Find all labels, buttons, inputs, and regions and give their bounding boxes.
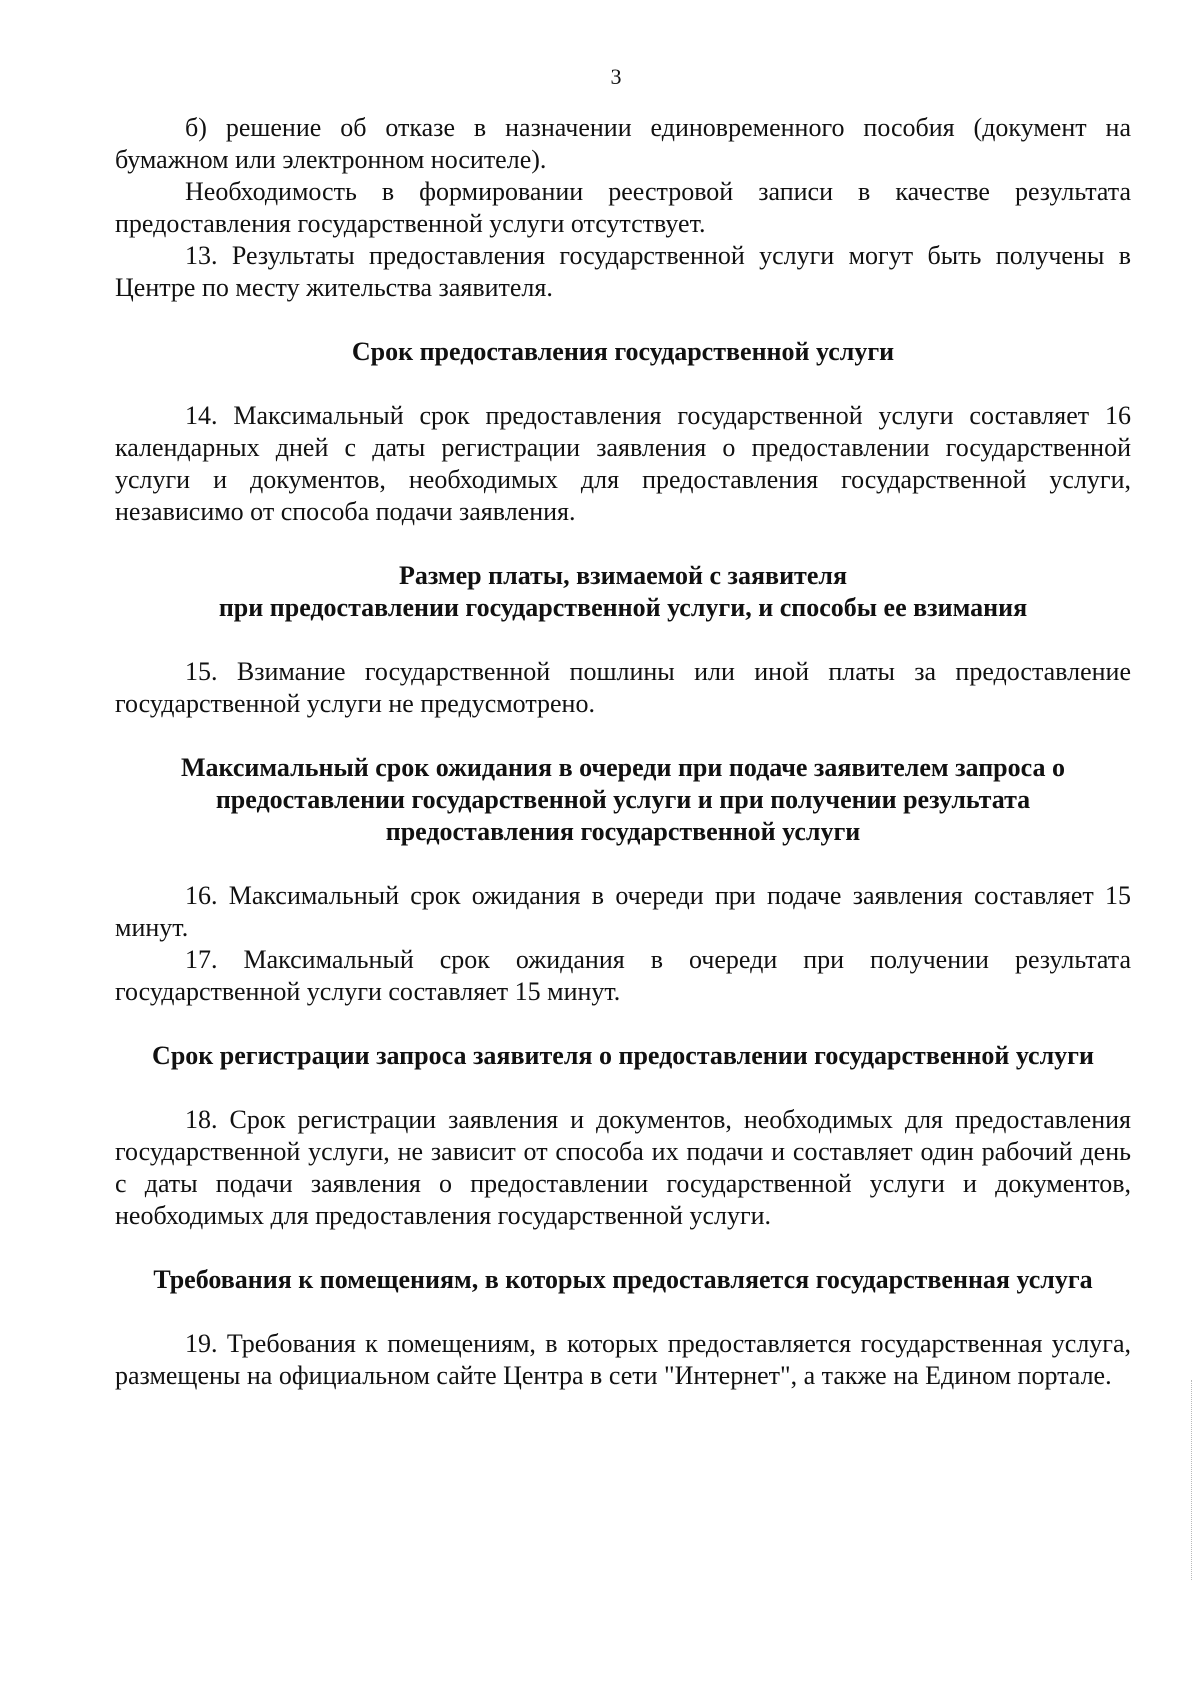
heading-fee-line-2: при предоставлении государственной услуги, и способы ее взимания: [218, 593, 1028, 622]
heading-fee-line-1: Размер платы, взимаемой с заявителя: [398, 561, 848, 590]
document-body: [115, 112, 1131, 1392]
paragraph-15: 15. Взимание государственной пошлины или иной платы за предоставление государственной услуги не предусмотрено.: [115, 657, 1131, 718]
paragraph-refusal-decision: б) решение об отказе в назначении единовременного пособия (документ на бумажном или электронном носителе).: [115, 113, 1131, 174]
paragraph-19: 19. Требования к помещениям, в которых предоставляется государственная услуга, размещены на официальном сайте Центра в сети "Интернет", а также на Едином портале.: [115, 1329, 1131, 1390]
heading-service-term: Срок предоставления государственной услуги: [351, 337, 895, 366]
heading-fee: [115, 560, 1131, 624]
heading-premises-requirements: Требования к помещениям, в которых предоставляется государственная услуга: [153, 1265, 1093, 1294]
paragraph-13: 13. Результаты предоставления государственной услуги могут быть получены в Центре по месту жительства заявителя.: [115, 241, 1131, 302]
scan-edge-mark: [1191, 1380, 1194, 1580]
heading-queue-waiting: [115, 752, 1131, 848]
paragraph-17: 17. Максимальный срок ожидания в очереди при получении результата государственной услуги составляет 15 минут.: [115, 945, 1131, 1006]
paragraph-14: 14. Максимальный срок предоставления государственной услуги составляет 16 календарных дней с даты регистрации заявления о предоставлении государственной услуги и документов, необходимых для предоставления государственной услуги, независимо от способа подачи заявления.: [115, 401, 1131, 526]
heading-request-registration: Срок регистрации запроса заявителя о предоставлении государственной услуги: [152, 1041, 1094, 1070]
paragraph-16: 16. Максимальный срок ожидания в очереди при подаче заявления составляет 15 минут.: [115, 881, 1131, 942]
heading-queue-line-2: предоставлении государственной услуги и при получении результата: [215, 785, 1031, 814]
paragraph-registry-record: Необходимость в формировании реестровой записи в качестве результата предоставления государственной услуги отсутствует.: [115, 177, 1131, 238]
page-number: 3: [610, 64, 622, 89]
heading-queue-line-1: Максимальный срок ожидания в очереди при подаче заявителем запроса о: [180, 753, 1065, 782]
paragraph-18: 18. Срок регистрации заявления и документов, необходимых для предоставления государственной услуги, не зависит от способа их подачи и составляет один рабочий день с даты подачи заявления о предоставлении государственной услуги и документов, необходимых для предоставления государственной услуги.: [115, 1105, 1131, 1230]
heading-queue-line-3: предоставления государственной услуги: [385, 817, 861, 846]
